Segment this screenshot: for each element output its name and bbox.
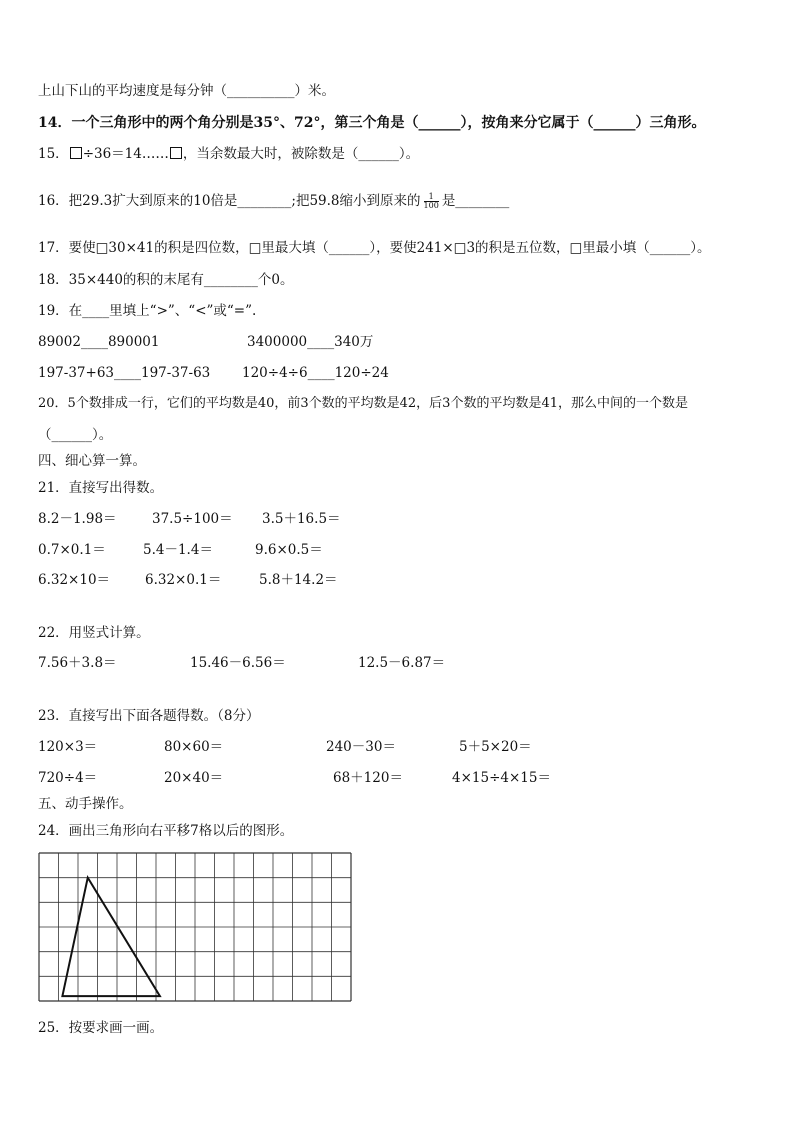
question-14: 14．一个三角形中的两个角分别是35°、72°，第三个角是（______），按角来分它属于（______）三角形。	[38, 115, 706, 131]
fraction-denominator: 100	[423, 201, 439, 210]
q23-r1-c: 240－30＝	[326, 739, 396, 755]
question-21: 21．直接写出得数。	[38, 480, 164, 496]
q21-r1-b: 37.5÷100＝	[152, 511, 233, 527]
q23-r2-c: 68＋120＝	[333, 770, 403, 786]
q21-r3-b: 6.32×0.1＝	[145, 572, 222, 588]
q21-r3-c: 5.8＋14.2＝	[259, 572, 338, 588]
question-17: 17．要使□30×41的积是四位数，□里最大填（______），要使241×□3的积是五位数，□里最小填（______）。	[38, 240, 711, 256]
question-25: 25．按要求画一画。	[38, 1020, 164, 1036]
fraction-numerator: 1	[424, 193, 439, 202]
question-20-answer: （______）。	[38, 427, 113, 443]
question-15	[38, 145, 419, 163]
q21-r3-a: 6.32×10＝	[38, 572, 111, 588]
q21-r2-c: 9.6×0.5＝	[255, 542, 323, 558]
q23-r2-d: 4×15÷4×15＝	[452, 770, 551, 786]
question-16-part-a: 16．把29.3扩大到原来的10倍是________;把59.8缩小到原来的	[38, 193, 421, 209]
q21-r1-a: 8.2－1.98＝	[38, 511, 117, 527]
q23-r2-b: 20×40＝	[164, 770, 224, 786]
section-4-heading: 四、细心算一算。	[38, 453, 146, 469]
q22-a: 7.56＋3.8＝	[38, 655, 117, 671]
fraction	[424, 193, 439, 210]
question-16-part-b: 是________	[441, 193, 510, 209]
blank-box	[170, 147, 182, 159]
q23-r2-a: 720÷4＝	[38, 770, 98, 786]
question-18: 18．35×440的积的末尾有________个0。	[38, 272, 294, 288]
question-16	[38, 192, 509, 210]
q23-r1-d: 5＋5×20＝	[459, 739, 532, 755]
q21-r2-a: 0.7×0.1＝	[38, 542, 106, 558]
question-22: 22．用竖式计算。	[38, 625, 150, 641]
section-5-heading: 五、动手操作。	[38, 796, 133, 812]
q22-c: 12.5－6.87＝	[358, 655, 446, 671]
question-15-rest: ，当余数最大时，被除数是（______）。	[182, 146, 420, 162]
question-19-row2-b: 120÷4÷6____120÷24	[242, 365, 389, 381]
question-19: 19．在____里填上“>”、“<”或“=”.	[38, 303, 257, 319]
question-15-expression: ÷36＝14……	[82, 146, 169, 162]
q23-r1-a: 120×3＝	[38, 739, 98, 755]
question-24: 24．画出三角形向右平移7格以后的图形。	[38, 823, 294, 839]
q21-r2-b: 5.4－1.4＝	[143, 542, 213, 558]
question-19-row1-a: 89002____890001	[38, 334, 160, 350]
q21-r1-c: 3.5＋16.5＝	[262, 511, 341, 527]
question-19-row1-b: 3400000____340万	[247, 334, 374, 350]
line-speed: 上山下山的平均速度是每分钟（__________）米。	[38, 83, 335, 99]
q22-b: 15.46－6.56＝	[190, 655, 286, 671]
question-20: 20．5个数排成一行，它们的平均数是40，前3个数的平均数是42，后3个数的平均数是41，那么中间的一个数是	[38, 396, 688, 411]
blank-box	[70, 147, 82, 159]
question-19-row2-a: 197-37+63____197-37-63	[38, 365, 211, 381]
grid-lines	[39, 853, 351, 1001]
q23-r1-b: 80×60＝	[164, 739, 224, 755]
triangle	[62, 878, 159, 996]
question-15-number: 15．	[38, 146, 69, 162]
square-grid	[38, 852, 352, 1002]
question-23: 23．直接写出下面各题得数。（8分）	[38, 708, 260, 724]
